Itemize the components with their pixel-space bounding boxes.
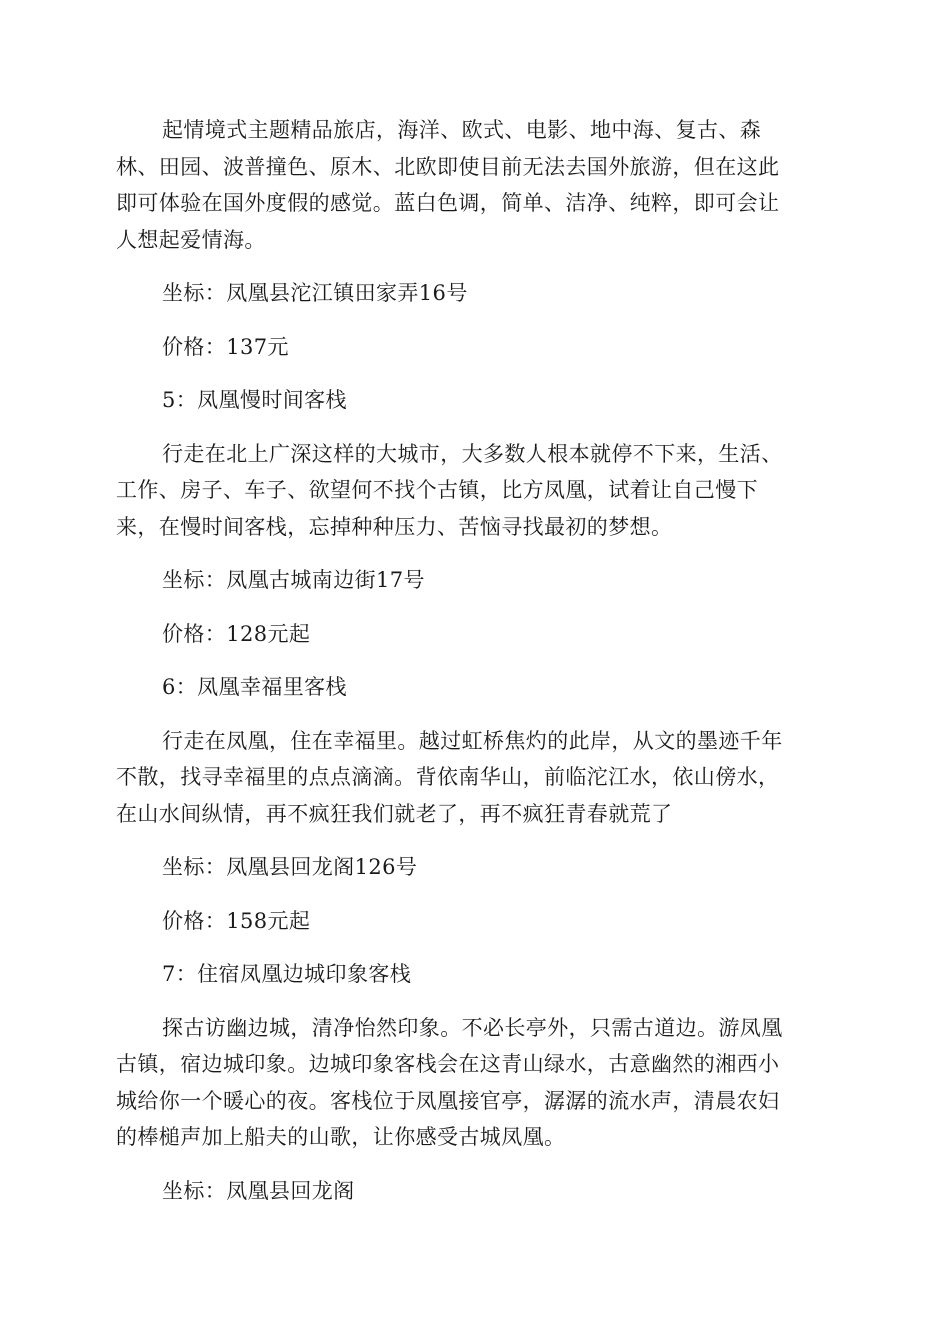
section-7-heading: 7：住宿凤凰边城印象客栈 <box>162 962 412 986</box>
section-5-price: 价格：128元起 <box>162 621 311 646</box>
section-5-body: 行走在北上广深这样的大城市，大多数人根本就停不下来，生活、工作、房子、车子、欲望何不找个古镇，比方凤凰，试着让自己慢下来，在慢时间客栈，忘掉种种压力、苦恼寻找最初的梦想。 <box>116 441 783 539</box>
section-1-body: 起情境式主题精品旅店，海洋、欧式、电影、地中海、复古、森林、田园、波普撞色、原木、北欧即使目前无法去国外旅游，但在这此即可体验在国外度假的感觉。蓝白色调，简单、洁净、纯粹，即可会让人想起爱情海。 <box>116 118 780 252</box>
section-5-location: 坐标：凤凰古城南边街17号 <box>162 568 425 592</box>
section-1-price: 价格：137元 <box>162 334 289 359</box>
document-page <box>116 112 832 1209</box>
section-5-heading: 5：凤凰慢时间客栈 <box>162 388 347 412</box>
section-7-body: 探古访幽边城，清净怡然印象。不必长亭外，只需古道边。游凤凰古镇，宿边城印象。边城印象客栈会在这青山绿水，古意幽然的湘西小城给你一个暖心的夜。客栈位于凤凰接官亭，潺潺的流水声，清晨农妇的棒槌声加上船夫的山歌，让你感受古城凤凰。 <box>116 1015 783 1149</box>
section-6-location: 坐标：凤凰县回龙阁126号 <box>162 855 418 879</box>
section-6-price: 价格：158元起 <box>162 908 311 933</box>
section-6-body: 行走在凤凰，住在幸福里。越过虹桥焦灼的此岸，从文的墨迹千年不散，找寻幸福里的点点滴滴。背依南华山，前临沱江水，依山傍水，在山水间纵情，再不疯狂我们就老了，再不疯狂青春就荒了 <box>116 728 783 826</box>
section-7-location: 坐标：凤凰县回龙阁 <box>162 1178 355 1203</box>
section-1-location: 坐标：凤凰县沱江镇田家弄16号 <box>162 281 468 305</box>
section-6-heading: 6：凤凰幸福里客栈 <box>162 675 347 699</box>
